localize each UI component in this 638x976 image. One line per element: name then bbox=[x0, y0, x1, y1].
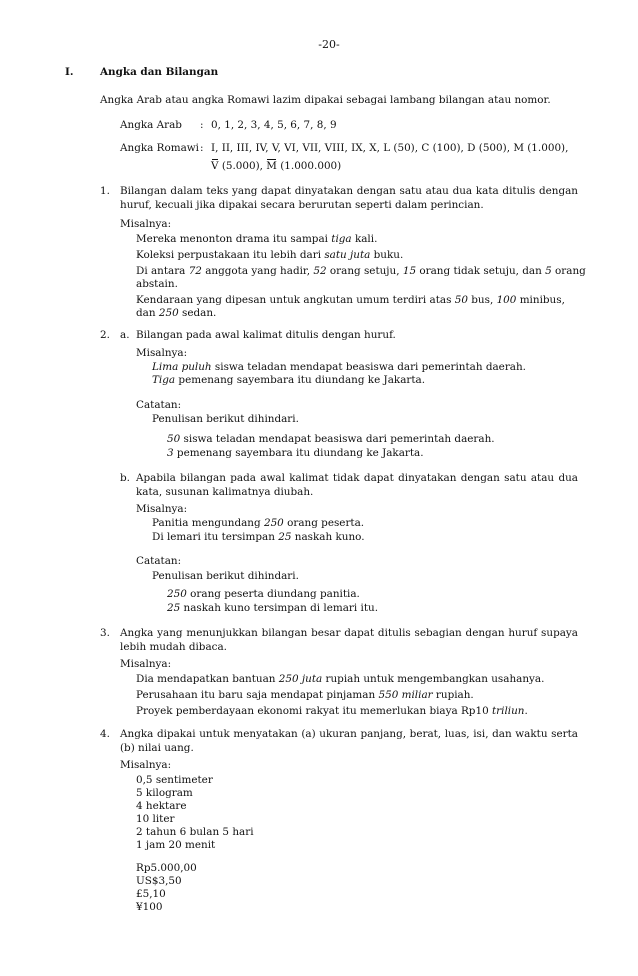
item-3-misalnya: Misalnya: bbox=[120, 658, 172, 670]
romawi-label: Angka Romawi bbox=[120, 142, 199, 154]
arab-colon: : bbox=[200, 119, 204, 131]
arab-values: 0, 1, 2, 3, 4, 5, 6, 7, 8, 9 bbox=[211, 119, 337, 131]
measure-6: 1 jam 20 menit bbox=[136, 839, 216, 851]
item-1-example-2: Koleksi perpustakaan itu lebih dari satu juta buku. bbox=[136, 249, 404, 261]
overlined-v: V bbox=[211, 160, 219, 172]
romawi-colon: : bbox=[200, 142, 204, 154]
measure-2: 5 kilogram bbox=[136, 787, 193, 799]
item-1-example-1: Mereka menonton drama itu sampai tiga kali. bbox=[136, 233, 378, 245]
item-2a-example-1: Lima puluh siswa teladan mendapat beasiswa dari pemerintah daerah. bbox=[152, 361, 526, 373]
item-3-text: Angka yang menunjukkan bilangan besar dapat ditulis sebagian dengan huruf supaya lebih mudah dibaca. bbox=[120, 627, 578, 653]
item-2b-letter: b. bbox=[120, 472, 130, 484]
item-1-example-3: Di antara 72 anggota yang hadir, 52 orang setuju, 15 orang tidak setuju, dan 5 orang bbox=[136, 265, 586, 277]
section-number: I. bbox=[65, 66, 74, 78]
item-2a-misalnya: Misalnya: bbox=[136, 347, 188, 359]
money-4: ¥100 bbox=[136, 901, 163, 913]
item-2b-text: Apabila bilangan pada awal kalimat tidak dapat dinyatakan dengan satu atau dua kata, susunan kalimatnya diubah. bbox=[136, 472, 578, 498]
item-1-example-4: Kendaraan yang dipesan untuk angkutan umum terdiri atas 50 bus, 100 minibus, bbox=[136, 294, 565, 306]
money-2: US$3,50 bbox=[136, 875, 182, 887]
item-3-example-3: Proyek pemberdayaan ekonomi rakyat itu memerlukan biaya Rp10 triliun. bbox=[136, 705, 528, 717]
item-3-example-1: Dia mendapatkan bantuan 250 juta rupiah untuk mengembangkan usahanya. bbox=[136, 673, 545, 685]
money-3: £5,10 bbox=[136, 888, 166, 900]
item-3-number: 3. bbox=[100, 627, 110, 639]
overlined-m: M bbox=[266, 160, 277, 172]
item-1-misalnya: Misalnya: bbox=[120, 218, 172, 230]
item-2b-example-2: Di lemari itu tersimpan 25 naskah kuno. bbox=[152, 531, 365, 543]
item-2a-avoid-2: 3 pemenang sayembara itu diundang ke Jakarta. bbox=[167, 447, 424, 459]
item-4-number: 4. bbox=[100, 728, 110, 740]
arab-label: Angka Arab bbox=[120, 119, 182, 131]
item-1-example-4-cont: dan 250 sedan. bbox=[136, 307, 217, 319]
item-4-misalnya: Misalnya: bbox=[120, 759, 172, 771]
item-1-text: Bilangan dalam teks yang dapat dinyatakan dengan satu atau dua kata ditulis dengan huruf, kecuali jika dipakai secara berurutan seperti dalam perincian. bbox=[120, 185, 578, 211]
overlined-m-value: (1.000.000) bbox=[276, 160, 342, 172]
romawi-values: I, II, III, IV, V, VI, VII, VIII, IX, X, L (50), C (100), D (500), M (1.000), bbox=[211, 142, 569, 154]
measure-3: 4 hektare bbox=[136, 800, 187, 812]
section-title: Angka dan Bilangan bbox=[100, 66, 219, 78]
item-2a-example-2: Tiga pemenang sayembara itu diundang ke Jakarta. bbox=[152, 374, 426, 386]
item-2b-avoid-2: 25 naskah kuno tersimpan di lemari itu. bbox=[167, 602, 379, 614]
item-2a-letter: a. bbox=[120, 329, 130, 341]
item-2b-example-1: Panitia mengundang 250 orang peserta. bbox=[152, 517, 365, 529]
item-1-example-3-cont: abstain. bbox=[136, 278, 178, 290]
item-2a-avoid-1: 50 siswa teladan mendapat beasiswa dari pemerintah daerah. bbox=[167, 433, 495, 445]
intro-paragraph: Angka Arab atau angka Romawi lazim dipakai sebagai lambang bilangan atau nomor. bbox=[100, 94, 551, 106]
item-2a-catatan-text: Penulisan berikut dihindari. bbox=[152, 413, 299, 425]
item-2a-catatan: Catatan: bbox=[136, 399, 182, 411]
item-2b-misalnya: Misalnya: bbox=[136, 503, 188, 515]
item-1-number: 1. bbox=[100, 185, 110, 197]
item-2b-catatan: Catatan: bbox=[136, 555, 182, 567]
page-number: -20- bbox=[318, 38, 340, 51]
overlined-v-value: (5.000), bbox=[218, 160, 267, 172]
romawi-overlined-values bbox=[211, 159, 341, 173]
money-1: Rp5.000,00 bbox=[136, 862, 197, 874]
measure-4: 10 liter bbox=[136, 813, 175, 825]
measure-5: 2 tahun 6 bulan 5 hari bbox=[136, 826, 254, 838]
item-3-example-2: Perusahaan itu baru saja mendapat pinjaman 550 miliar rupiah. bbox=[136, 689, 474, 701]
item-2b-catatan-text: Penulisan berikut dihindari. bbox=[152, 570, 299, 582]
measure-1: 0,5 sentimeter bbox=[136, 774, 213, 786]
item-4-text: Angka dipakai untuk menyatakan (a) ukuran panjang, berat, luas, isi, dan waktu serta (b) nilai uang. bbox=[120, 728, 578, 754]
item-2b-avoid-1: 250 orang peserta diundang panitia. bbox=[167, 588, 360, 600]
item-2-number: 2. bbox=[100, 329, 110, 341]
item-2a-text: Bilangan pada awal kalimat ditulis dengan huruf. bbox=[136, 329, 396, 341]
